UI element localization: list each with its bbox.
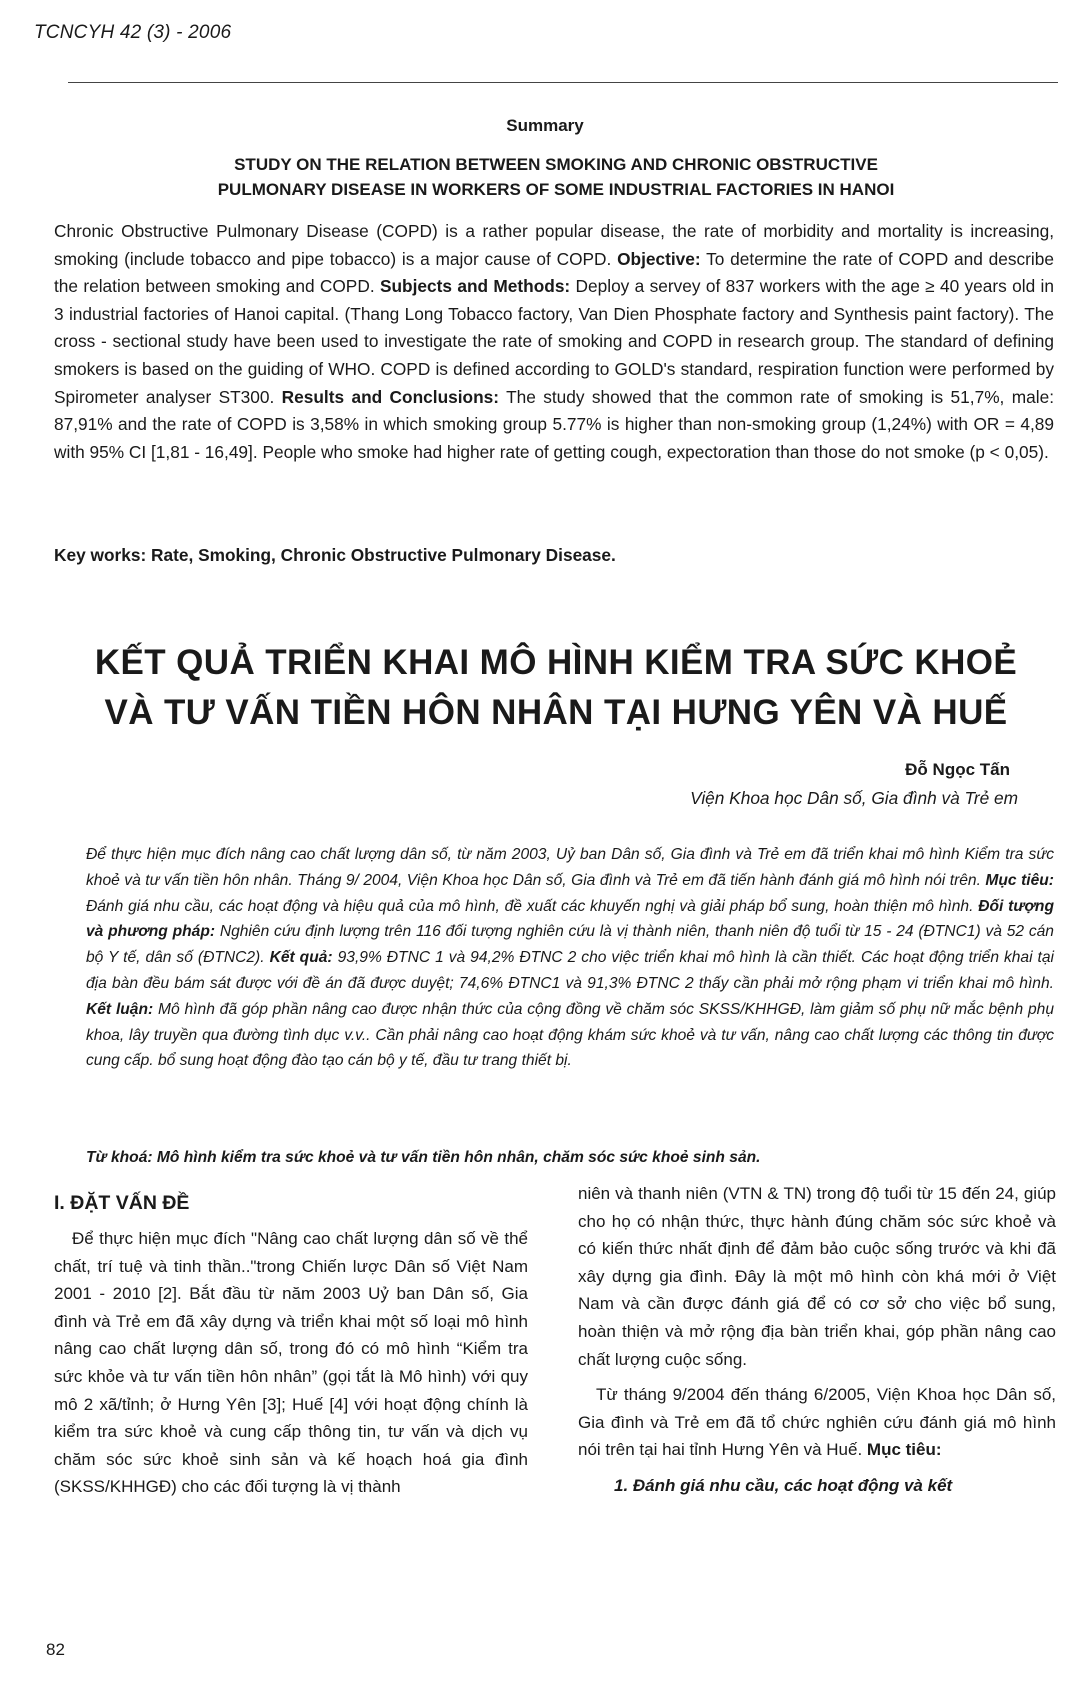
body-paragraph [578,1381,1056,1464]
objective-item: 1. Đánh giá nhu cầu, các hoạt động và kết [614,1475,953,1495]
vi-abstract-intro: Để thực hiện mục đích nâng cao chất lượng dân số, từ năm 2003, Uỷ ban Dân số, Gia đình và Trẻ em đã triển khai mô hình Kiểm tra sức khoẻ và tư vấn tiền hôn nhân. Tháng 9/ 2004, Viện Khoa học Dân số, Gia đình và Trẻ em đã tiến hành đánh giá mô hình nói trên. [86,846,1054,889]
methods-label: Subjects and Methods: [379,276,571,297]
vietnamese-abstract [86,842,1054,1074]
body-paragraph: Để thực hiện mục đích "Nâng cao chất lượng dân số về thể chất, trí tuệ và tinh thần.."trong Chiến lược Dân số Việt Nam 2001 - 2010 [2]. Bắt đầu từ năm 2003 Uỷ ban Dân số, Gia đình và Trẻ em đã xây dựng và triển khai một số loại mô hình nâng cao chất lượng dân số, trong đó có mô hình “Kiểm tra sức khỏe và tư vấn tiền hôn nhân” (gọi tắt là Mô hình) với quy mô 2 xã/tỉnh; ở Hưng Yên [3]; Huế [4] với hoạt động chính là kiểm tra sức khoẻ và cung cấp thông tin, tư vấn và dịch vụ chăm sóc sức khoẻ sinh sản và kế hoạch hoá gia đình (SKSS/KHHGĐ) cho các đối tượng là vị thành [54,1229,528,1497]
author-affiliation: Viện Khoa học Dân số, Gia đình và Trẻ em [690,788,1018,808]
vi-aim-text: Đánh giá nhu cầu, các hoạt động và hiệu quả của mô hình, đề xuất các khuyến nghị và giải pháp bổ sung, hoàn thiện mô hình. [86,897,974,915]
aim-label: Mục tiêu: [866,1440,942,1460]
vietnamese-keywords: Từ khoá: Mô hình kiểm tra sức khoẻ và tư vấn tiền hôn nhân, chăm sóc sức khoẻ sinh sản. [86,1149,761,1166]
abstract-intro: Chronic Obstructive Pulmonary Disease (COPD) is a rather popular disease, the rate of morbidity and mortality is increasing, smoking (include tobacco and pipe tobacco) is a major cause of COPD. [54,221,1054,269]
vi-results-text: 93,9% ĐTNC 1 và 94,2% ĐTNC 2 cho việc triển khai mô hình là cần thiết. Các hoạt động triển khai tại địa bàn đều bám sát được với đề án đã được duyệt; 74,6% ĐTNC1 và 91,3% ĐTNC 2 thấy cần phải mở rộng phạm vi triển khai mô hình. [86,949,1055,992]
article-title [56,638,1056,738]
header-rule [68,82,1058,83]
article-title-line-2: VÀ TƯ VẤN TIỀN HÔN NHÂN TẠI HƯNG YÊN VÀ HUẾ [104,693,1008,732]
page-number: 82 [46,1640,65,1659]
journal-reference: TCNCYH 42 (3) - 2006 [34,22,232,43]
methods-text: Deploy a servey of 837 workers with the age ≥ 40 years old in 3 industrial factories of Hanoi capital. (Thang Long Tobacco factory, Van Dien Phosphate factory and Synthesis paint factory). The cross - sectional study have been used to investigate the rate of smoking and COPD in research group. The standard of defining smokers is based on the guiding of WHO. COPD is defined according to GOLD's standard, respiration function were performed by Spirometer analyser ST300. [54,276,1054,407]
english-abstract [54,218,1054,466]
english-title-line-1: STUDY ON THE RELATION BETWEEN SMOKING AND CHRONIC OBSTRUCTIVE [234,155,878,174]
summary-label: Summary [506,116,584,135]
english-title [56,152,1056,202]
vi-conclusion-label: Kết luận: [86,1000,154,1018]
vi-aim-label: Mục tiêu: [985,871,1055,889]
results-text: The study showed that the common rate of smoking is 51,7%, male: 87,91% and the rate of COPD is 3,58% in which smoking group 5.77% is higher than non-smoking group (1,24%) with OR = 4,89 with 95% CI [1,81 - 16,49]. People who smoke had higher rate of getting cough, expectoration than those do not smoke (p < 0,05). [54,386,1054,462]
section-heading: I. ĐẶT VẤN ĐỀ [54,1192,190,1214]
english-keywords: Key works: Rate, Smoking, Chronic Obstructive Pulmonary Disease. [54,545,616,565]
body-paragraph: niên và thanh niên (VTN & TN) trong độ tuổi từ 15 đến 24, giúp cho họ có nhận thức, thực hành đúng chăm sóc sức khoẻ và có kiến thức nhất định để đảm bảo cuộc sống trước và khi đã xây dựng gia đình. Đây là một mô hình còn khá mới ở Việt Nam và cần được đánh giá để có cơ sở cho việc bổ sung, hoàn thiện và mở rộng địa bàn triển khai, góp phần nâng cao chất lượng cuộc sống. [578,1184,1056,1369]
vi-subjects-label: Đối tượng và phương pháp: [86,897,1054,941]
objective-label: Objective: [617,248,701,269]
results-label: Results and Conclusions: [281,386,500,407]
author-name: Đỗ Ngọc Tấn [905,760,1010,779]
vi-subjects-text: Nghiên cứu định lượng trên 116 đối tượng nghiên cứu là vị thành niên, thanh niên độ tuổi từ 15 - 24 (ĐTNC1) và 52 cán bộ Y tế, dân số (ĐTNC2). [86,923,1054,967]
vi-conclusion-text: Mô hình đã góp phần nâng cao được nhận thức của cộng đồng về chăm sóc SKSS/KHHGĐ, làm giảm số phụ nữ mắc bệnh phụ khoa, lây truyền qua đường tình dục v.v.. Cần phải nâng cao hoạt động khám sức khoẻ và tư vấn, nâng cao chất lượng các thông tin được cung cấp. bổ sung hoạt động đào tạo cán bộ y tế, đầu tư trang thiết bị. [86,1000,1054,1070]
vi-results-label: Kết quả: [269,949,333,967]
left-column [54,1178,528,1509]
objective-text: To determine the rate of COPD and describe the relation between smoking and COPD. [54,248,1054,297]
body-text: Từ tháng 9/2004 đến tháng 6/2005, Viện Khoa học Dân số, Gia đình và Trẻ em đã tổ chức nghiên cứu đánh giá mô hình nói trên tại hai tỉnh Hưng Yên và Huế. [578,1385,1056,1460]
right-column [578,1180,1056,1500]
article-title-line-1: KẾT QUẢ TRIỂN KHAI MÔ HÌNH KIỂM TRA SỨC KHOẺ [94,643,1018,682]
english-title-line-2: PULMONARY DISEASE IN WORKERS OF SOME INDUSTRIAL FACTORIES IN HANOI [217,180,895,199]
